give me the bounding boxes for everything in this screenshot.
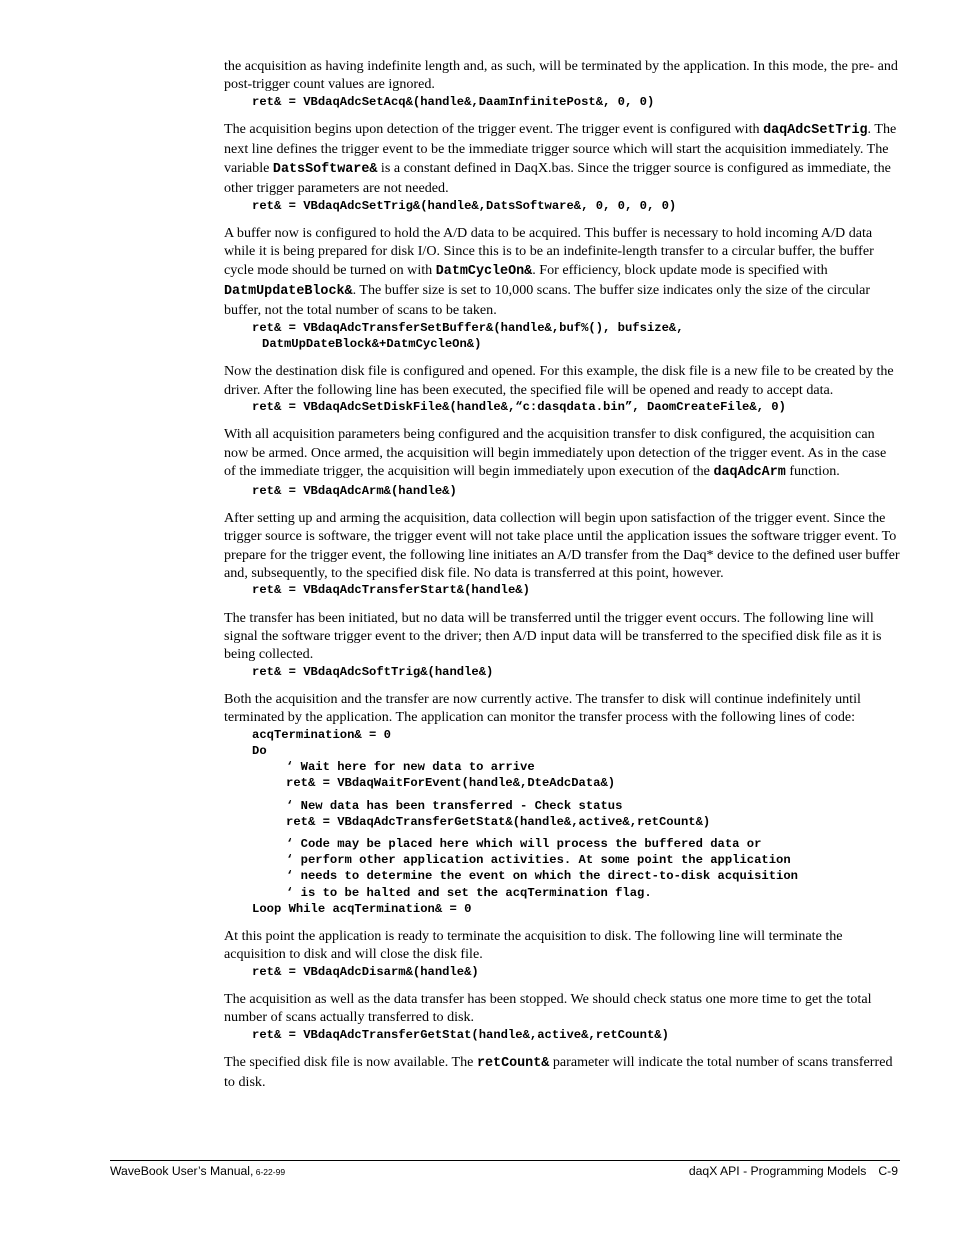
text: parameter will indicate the total number of scans transferred to disk. [224, 1054, 893, 1091]
code-set-acq: ret& = VBdaqAdcSetAcq&(handle&,DaamInfinitePost&, 0, 0) [252, 94, 655, 109]
document-body [224, 57, 900, 1092]
inline-code-datmupdateblock: DatmUpdateBlock& [224, 284, 353, 300]
paragraph-disk-file: Now the destination disk file is configured and opened. For this example, the disk file is a new file to be created by the driver. After the following line has been executed, the specified file will be opened and ready to accept data. [224, 363, 894, 398]
inline-code-datssoftware: DatsSoftware& [272, 161, 378, 177]
inline-code-retcount: retCount& [476, 1056, 550, 1072]
footer-divider [110, 1160, 900, 1161]
code-transfer-start: ret& = VBdaqAdcTransferStart&(handle&) [252, 583, 530, 598]
code-loop-line: ret& = VBdaqAdcTransferGetStat&(handle&,active&,retCount&) [286, 814, 711, 829]
paragraph-conclusion [224, 1053, 900, 1092]
code-get-stat: ret& = VBdaqAdcTransferGetStat(handle&,active&,retCount&) [252, 1027, 669, 1042]
code-arm: ret& = VBdaqAdcArm&(handle&) [252, 483, 457, 498]
code-soft-trig: ret& = VBdaqAdcSoftTrig&(handle&) [252, 664, 494, 679]
footer-manual-title [110, 1164, 285, 1178]
text: . The next line defines the trigger event to be the immediate trigger source which will start the acquisition immediately. The variable [224, 121, 897, 176]
text: . For efficiency, block update mode is specified with [532, 261, 828, 278]
code-loop-line: acqTermination& = 0 [252, 727, 391, 742]
code-set-buffer: ret& = VBdaqAdcTransferSetBuffer&(handle&,buf%(), bufsize&, [252, 320, 684, 335]
code-loop-line: Do [252, 743, 267, 758]
section-title: daqX API - Programming Models [688, 1164, 867, 1178]
paragraph-monitor: Both the acquisition and the transfer are now currently active. The transfer to disk will continue indefinitely until terminated by the application. The application can monitor the transfer process with the following lines of code: [224, 690, 861, 726]
code-loop-line: Loop While acqTermination& = 0 [252, 901, 472, 916]
text: is a constant defined in DaqX.bas. Since the trigger source is configured as immediate, the other trigger parameters are not needed. [224, 159, 891, 197]
paragraph-terminate: At this point the application is ready to terminate the acquisition to disk. The following line will terminate the acquisition to disk and will close the disk file. [224, 928, 843, 963]
inline-code-datmcycleon: DatmCycleOn& [435, 263, 533, 279]
code-loop-line: ‘ perform other application activities. At some point the application [286, 853, 791, 868]
code-disarm: ret& = VBdaqAdcDisarm&(handle&) [252, 964, 479, 979]
code-set-buffer-cont: DatmUpDateBlock&+DatmCycleOn&) [262, 337, 482, 352]
page-number: C-9 [878, 1164, 898, 1178]
paragraph-final-status: The acquisition as well as the data transfer has been stopped. We should check status one more time to get the total number of scans actually transferred to disk. [224, 991, 872, 1026]
text: The specified disk file is now available. The [224, 1054, 477, 1071]
paragraph-soft-trig: The transfer has been initiated, but no data will be transferred until the trigger event occurs. The following line will signal the software trigger event to the driver; then A/D input data will be transferred to the specified disk file as it is being collected. [224, 609, 882, 663]
code-loop-line: ‘ needs to determine the event on which the direct-to-disk acquisition [286, 869, 798, 884]
code-loop-line: ‘ is to be halted and set the acqTermination flag. [286, 885, 652, 900]
manual-date: 6-22-99 [253, 1167, 286, 1177]
paragraph-intro: the acquisition as having indefinite length and, as such, will be terminated by the application. In this mode, the pre- and post-trigger count values are ignored. [224, 58, 898, 93]
code-loop-line: ‘ Wait here for new data to arrive [286, 760, 535, 775]
text: A buffer now is configured to hold the A/D data to be acquired. This buffer is necessary to hold incoming A/D data while it is being prepared for disk I/O. Since this is to be an indefinite-length transfer to a circular buffer, the buffer cycle mode should be turned on with [224, 224, 874, 278]
text: function. [785, 463, 840, 480]
text: The acquisition begins upon detection of the trigger event. The trigger event is configured with [224, 121, 764, 138]
code-loop-line: ret& = VBdaqWaitForEvent(handle&,DteAdcData&) [286, 776, 616, 791]
text: . The buffer size is set to 10,000 scans. The buffer size indicates only the size of the circular buffer, not the total number of scans to be taken. [224, 282, 871, 319]
code-loop-line: ‘ Code may be placed here which will process the buffered data or [286, 837, 762, 851]
inline-code-daqadcarm: daqAdcArm [713, 465, 786, 481]
paragraph-transfer-start: After setting up and arming the acquisition, data collection will begin upon satisfaction of the trigger event. Since the trigger source is software, the trigger event will not take place until the application issues the software trigger event. To prepare for the trigger event, the following line initiates an A/D transfer from the Daq* device to the defined user buffer and, subsequently, to the specified disk file. No data is transferred at this point, however. [224, 509, 900, 581]
paragraph-trigger [224, 120, 900, 198]
text: With all acquisition parameters being configured and the acquisition transfer to disk configured, the acquisition can now be armed. Once armed, the acquisition will begin immediately upon detection of the trigger event. As in the case of the immediate trigger, the acquisition will begin immediately upon execution of the [224, 426, 887, 480]
code-loop-line: ‘ New data has been transferred - Check status [286, 798, 623, 813]
manual-title: WaveBook User’s Manual, [110, 1164, 254, 1178]
code-set-disk-file: ret& = VBdaqAdcSetDiskFile&(handle&,“c:dasqdata.bin”, DaomCreateFile&, 0) [252, 400, 786, 415]
paragraph-arm [224, 425, 900, 482]
paragraph-buffer [224, 224, 900, 320]
code-set-trig: ret& = VBdaqAdcSetTrig&(handle&,DatsSoftware&, 0, 0, 0, 0) [252, 198, 677, 213]
inline-code-daqadcsettrig: daqAdcSetTrig [763, 123, 868, 139]
footer-section [689, 1164, 898, 1178]
